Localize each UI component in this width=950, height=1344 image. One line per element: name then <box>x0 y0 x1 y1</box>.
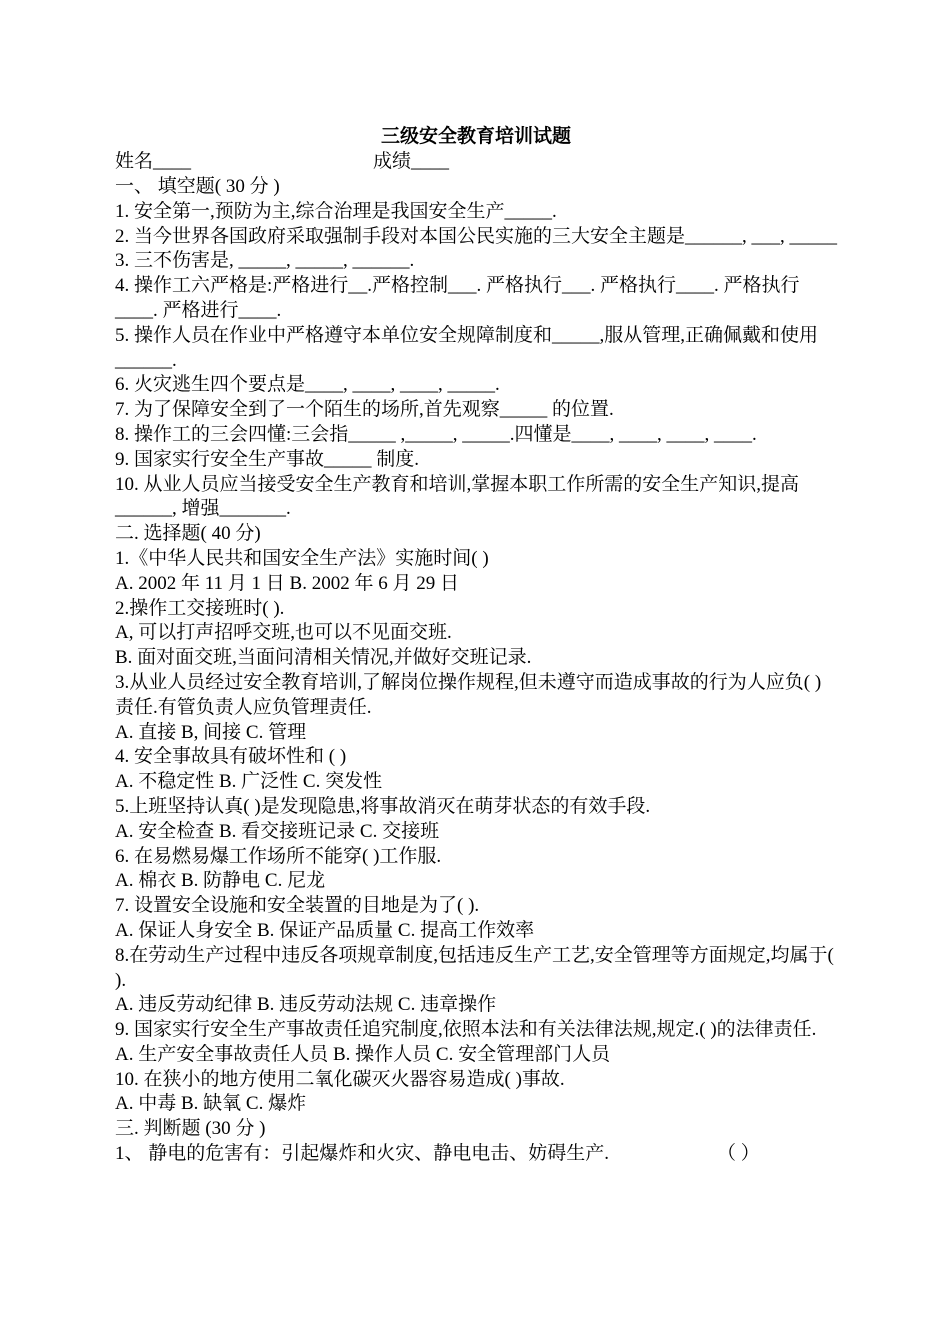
choice-question: 10. 在狭小的地方使用二氧化碳灭火器容易造成( )事故. <box>115 1068 565 1090</box>
fill-in-question: 9. 国家实行安全生产事故_____ 制度. <box>115 448 420 470</box>
choice-question: 7. 设置安全设施和安全装置的目地是为了( ). <box>115 895 480 917</box>
choice-options: A. 不稳定性 B. 广泛性 C. 突发性 <box>115 771 383 793</box>
choice-question: 4. 安全事故具有破坏性和 ( ) <box>115 746 347 768</box>
choice-options: A. 违反劳动纪律 B. 违反劳动法规 C. 违章操作 <box>115 994 497 1016</box>
page-title: 三级安全教育培训试题 <box>380 126 571 147</box>
section-heading-fill-in: 一、 填空题( 30 分 ) <box>115 176 280 197</box>
fill-in-question: 2. 当今世界各国政府采取强制手段对本国公民实施的三大安全主题是______, ___, _____ <box>115 225 838 247</box>
score-field-label: 成绩____ <box>373 151 450 172</box>
choice-options: A. 2002 年 11 月 1 日 B. 2002 年 6 月 29 日 <box>115 572 459 594</box>
choice-options: A. 棉衣 B. 防静电 C. 尼龙 <box>115 870 326 892</box>
choice-options: A, 可以打声招呼交班,也可以不见面交班. <box>115 622 452 644</box>
judge-question-text: 1、 静电的危害有：引起爆炸和火灾、静电电击、妨碍生产. <box>115 1143 610 1165</box>
fill-in-question: 6. 火灾逃生四个要点是____, ____, ____, _____. <box>115 374 500 396</box>
choice-options: B. 面对面交班,当面问清相关情况,并做好交班记录. <box>115 647 532 669</box>
choice-question: 8.在劳动生产过程中违反各项规章制度,包括违反生产工艺,安全管理等方面规定,均属于( ). <box>115 944 834 991</box>
choice-options: A. 安全检查 B. 看交接班记录 C. 交接班 <box>115 820 440 842</box>
choice-question: 6. 在易燃易爆工作场所不能穿( )工作服. <box>115 845 442 867</box>
choice-question: 5.上班坚持认真( )是发现隐患,将事故消灭在萌芽状态的有效手段. <box>115 795 651 817</box>
choice-question: 1.《中华人民共和国安全生产法》实施时间( ) <box>115 547 489 569</box>
judge-question <box>115 1142 837 1167</box>
choice-question: 9. 国家实行安全生产事故责任追究制度,依照本法和有关法律法规,规定.( )的法律责任. <box>115 1019 817 1041</box>
exam-content <box>115 124 837 1167</box>
fill-in-question: 8. 操作工的三会四懂:三会指_____ ,_____, _____.四懂是____, ____, ____, ____. <box>115 423 757 445</box>
answer-parentheses: （ ） <box>717 1143 760 1165</box>
fill-in-question: 3. 三不伤害是, _____, _____, ______. <box>115 250 415 272</box>
section-heading-choice: 二. 选择题( 40 分) <box>115 523 261 545</box>
choice-options: A. 中毒 B. 缺氧 C. 爆炸 <box>115 1093 307 1115</box>
fill-in-question: 5. 操作人员在作业中严格遵守本单位安全规障制度和_____,服从管理,正确佩戴和使用______. <box>115 324 819 371</box>
fill-in-question: 10. 从业人员应当接受安全生产教育和培训,掌握本职工作所需的安全生产知识,提高______, 增强_______. <box>115 473 800 520</box>
choice-question: 3.从业人员经过安全教育培训,了解岗位操作规程,但未遵守而造成事故的行为人应负( )责任.有管负责人应负管理责任. <box>115 671 822 718</box>
name-field-label: 姓名____ <box>115 151 192 172</box>
fill-in-question: 1. 安全第一,预防为主,综合治理是我国安全生产_____. <box>115 200 557 222</box>
choice-options: A. 直接 B, 间接 C. 管理 <box>115 721 307 743</box>
choice-question: 2.操作工交接班时( ). <box>115 597 285 619</box>
choice-options: A. 保证人身安全 B. 保证产品质量 C. 提高工作效率 <box>115 919 535 941</box>
choice-options: A. 生产安全事故责任人员 B. 操作人员 C. 安全管理部门人员 <box>115 1043 611 1065</box>
fill-in-question: 7. 为了保障安全到了一个陌生的场所,首先观察_____ 的位置. <box>115 399 614 421</box>
section-heading-judge: 三. 判断题 (30 分 ) <box>115 1118 266 1140</box>
fill-in-question: 4. 操作工六严格是:严格进行__.严格控制___. 严格执行___. 严格执行____. 严格执行____. 严格进行____. <box>115 275 800 321</box>
name-score-row <box>115 150 837 175</box>
